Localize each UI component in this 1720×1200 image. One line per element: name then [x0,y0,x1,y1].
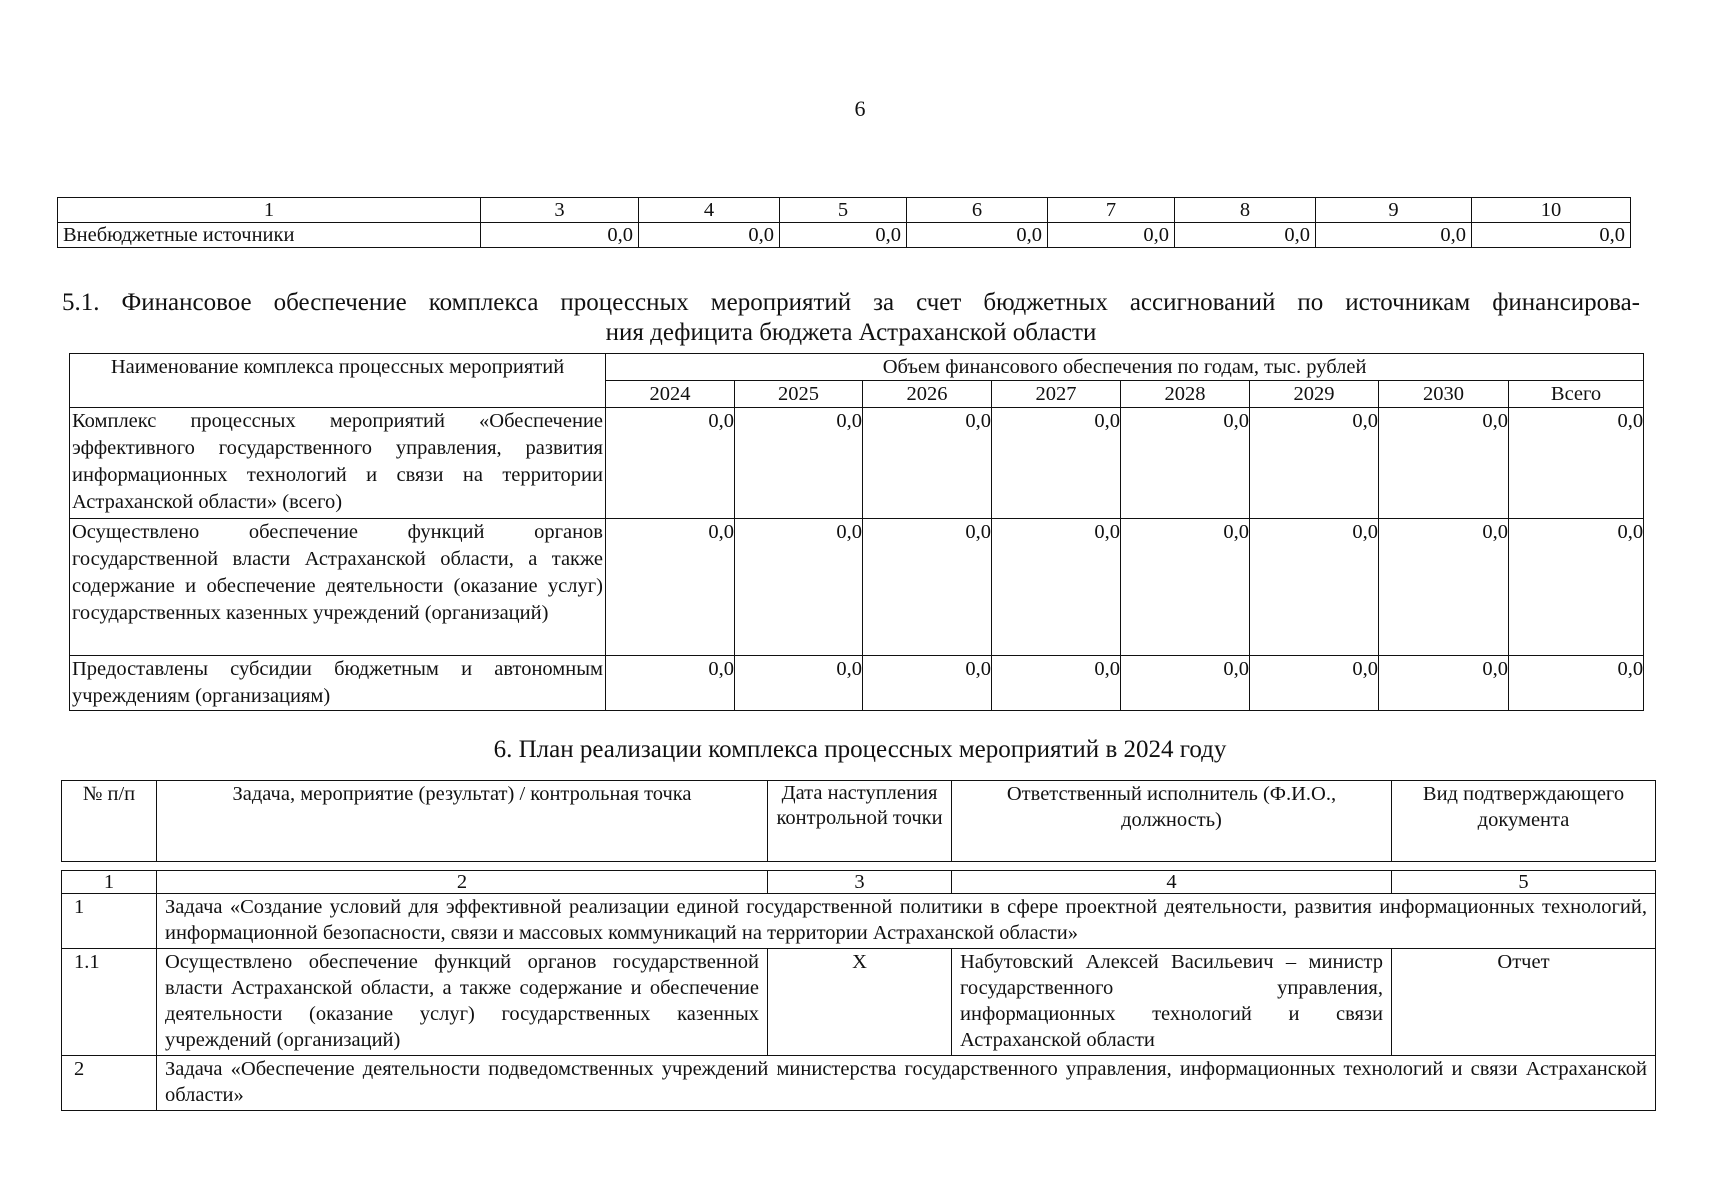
year-header: 2027 [992,381,1121,408]
column-number: 5 [1392,871,1656,894]
value-cell: 0,0 [1250,656,1379,711]
column-number-row [58,198,1631,223]
table-row [62,894,1656,949]
value-cell: 0,0 [1472,223,1631,248]
column-number: 9 [1316,198,1472,223]
year-header: 2028 [1121,381,1250,408]
column-number: 3 [768,871,952,894]
value-cell: 0,0 [1509,656,1644,711]
document-type: Отчет [1392,949,1656,1056]
row-number: 1 [62,894,157,949]
volume-header: Объем финансового обеспечения по годам, тыс. рублей [606,354,1644,381]
value-cell: 0,0 [780,223,907,248]
column-number: 5 [780,198,907,223]
value-cell: 0,0 [1379,408,1509,519]
value-cell: 0,0 [735,519,863,656]
value-cell: 0,0 [735,656,863,711]
value-cell: 0,0 [863,519,992,656]
event-text: Осуществлено обеспечение функций органов государственной власти Астраханской области, а также содержание и обеспечение деятельности (оказание услуг) государственных казенных учреждений (организаций) [157,949,768,1056]
plan-table [61,870,1656,1111]
responsible-person: Набутовский Алексей Васильевич – министр государственного управления, информационных технологий и связи Астраханской области [952,949,1392,1056]
year-header: 2030 [1379,381,1509,408]
section-5-1-title [62,288,1640,348]
task-text: Задача «Обеспечение деятельности подведомственных учреждений министерства государственного управления, информационных технологий и связи Астраханской области» [157,1056,1656,1111]
value-cell: 0,0 [992,519,1121,656]
section-5-1-title-line1: 5.1. Финансовое обеспечение комплекса процессных мероприятий за счет бюджетных ассигнований по источникам финансирова- [62,289,1640,316]
section-5-1-title-line2: ния дефицита бюджета Астраханской области [605,319,1097,346]
value-cell: 0,0 [606,408,735,519]
value-cell: 0,0 [1121,408,1250,519]
section-6-title: 6. План реализации комплекса процессных мероприятий в 2024 году [493,736,1227,763]
column-number-row [62,871,1656,894]
column-number: 1 [62,871,157,894]
value-cell: 0,0 [735,408,863,519]
task-text: Задача «Создание условий для эффективной реализации единой государственной политики в сфере проектной деятельности, развития информационных технологий, информационной безопасности, связи и массовых коммуникаций на территории Астраханской области» [157,894,1656,949]
value-cell: 0,0 [1121,656,1250,711]
column-number: 7 [1048,198,1175,223]
page-number: 6 [854,96,866,121]
date-header: Дата наступления контрольной точки [768,781,952,862]
year-header: 2029 [1250,381,1379,408]
year-header: 2024 [606,381,735,408]
value-cell: 0,0 [907,223,1048,248]
table-row [70,408,1644,519]
value-cell: 0,0 [1379,519,1509,656]
value-cell: 0,0 [1509,519,1644,656]
value-cell: 0,0 [1175,223,1316,248]
value-cell: 0,0 [1509,408,1644,519]
value-cell: 0,0 [1250,519,1379,656]
number-header: № п/п [62,781,157,862]
value-cell: 0,0 [1316,223,1472,248]
total-header: Всего [1509,381,1644,408]
plan-header-table [61,780,1656,862]
table-row [70,656,1644,711]
value-cell: 0,0 [863,656,992,711]
column-number: 8 [1175,198,1316,223]
column-number: 4 [639,198,780,223]
control-date: X [768,949,952,1056]
column-number: 2 [157,871,768,894]
row-label: Внебюджетные источники [58,223,481,248]
continuation-table [57,197,1631,248]
row-number: 2 [62,1056,157,1111]
header-row [62,781,1656,862]
name-column-header: Наименование комплекса процессных мероприятий [70,354,606,408]
column-number: 6 [907,198,1048,223]
document-header: Вид подтверждающего документа [1392,781,1656,862]
value-cell: 0,0 [606,656,735,711]
row-name: Предоставлены субсидии бюджетным и автономным учреждениям (организациям) [70,656,606,711]
column-number: 3 [481,198,639,223]
financing-table [69,353,1644,711]
column-number: 4 [952,871,1392,894]
row-number: 1.1 [62,949,157,1056]
value-cell: 0,0 [481,223,639,248]
value-cell: 0,0 [1121,519,1250,656]
table-row [58,223,1631,248]
task-header: Задача, мероприятие (результат) / контрольная точка [157,781,768,862]
value-cell: 0,0 [639,223,780,248]
table-row [62,1056,1656,1111]
table-row [62,949,1656,1056]
value-cell: 0,0 [863,408,992,519]
value-cell: 0,0 [992,656,1121,711]
column-number: 1 [58,198,481,223]
value-cell: 0,0 [1048,223,1175,248]
column-number: 10 [1472,198,1631,223]
table-row [70,519,1644,656]
value-cell: 0,0 [992,408,1121,519]
row-name: Комплекс процессных мероприятий «Обеспечение эффективного государственного управления, развития информационных технологий и связи на территории Астраханской области» (всего) [70,408,606,519]
value-cell: 0,0 [606,519,735,656]
year-header: 2025 [735,381,863,408]
value-cell: 0,0 [1250,408,1379,519]
value-cell: 0,0 [1379,656,1509,711]
responsible-header: Ответственный исполнитель (Ф.И.О., должность) [952,781,1392,862]
row-name: Осуществлено обеспечение функций органов государственной власти Астраханской области, а также содержание и обеспечение деятельности (оказание услуг) государственных казенных учреждений (организаций) [70,519,606,656]
year-header: 2026 [863,381,992,408]
header-row [70,354,1644,381]
